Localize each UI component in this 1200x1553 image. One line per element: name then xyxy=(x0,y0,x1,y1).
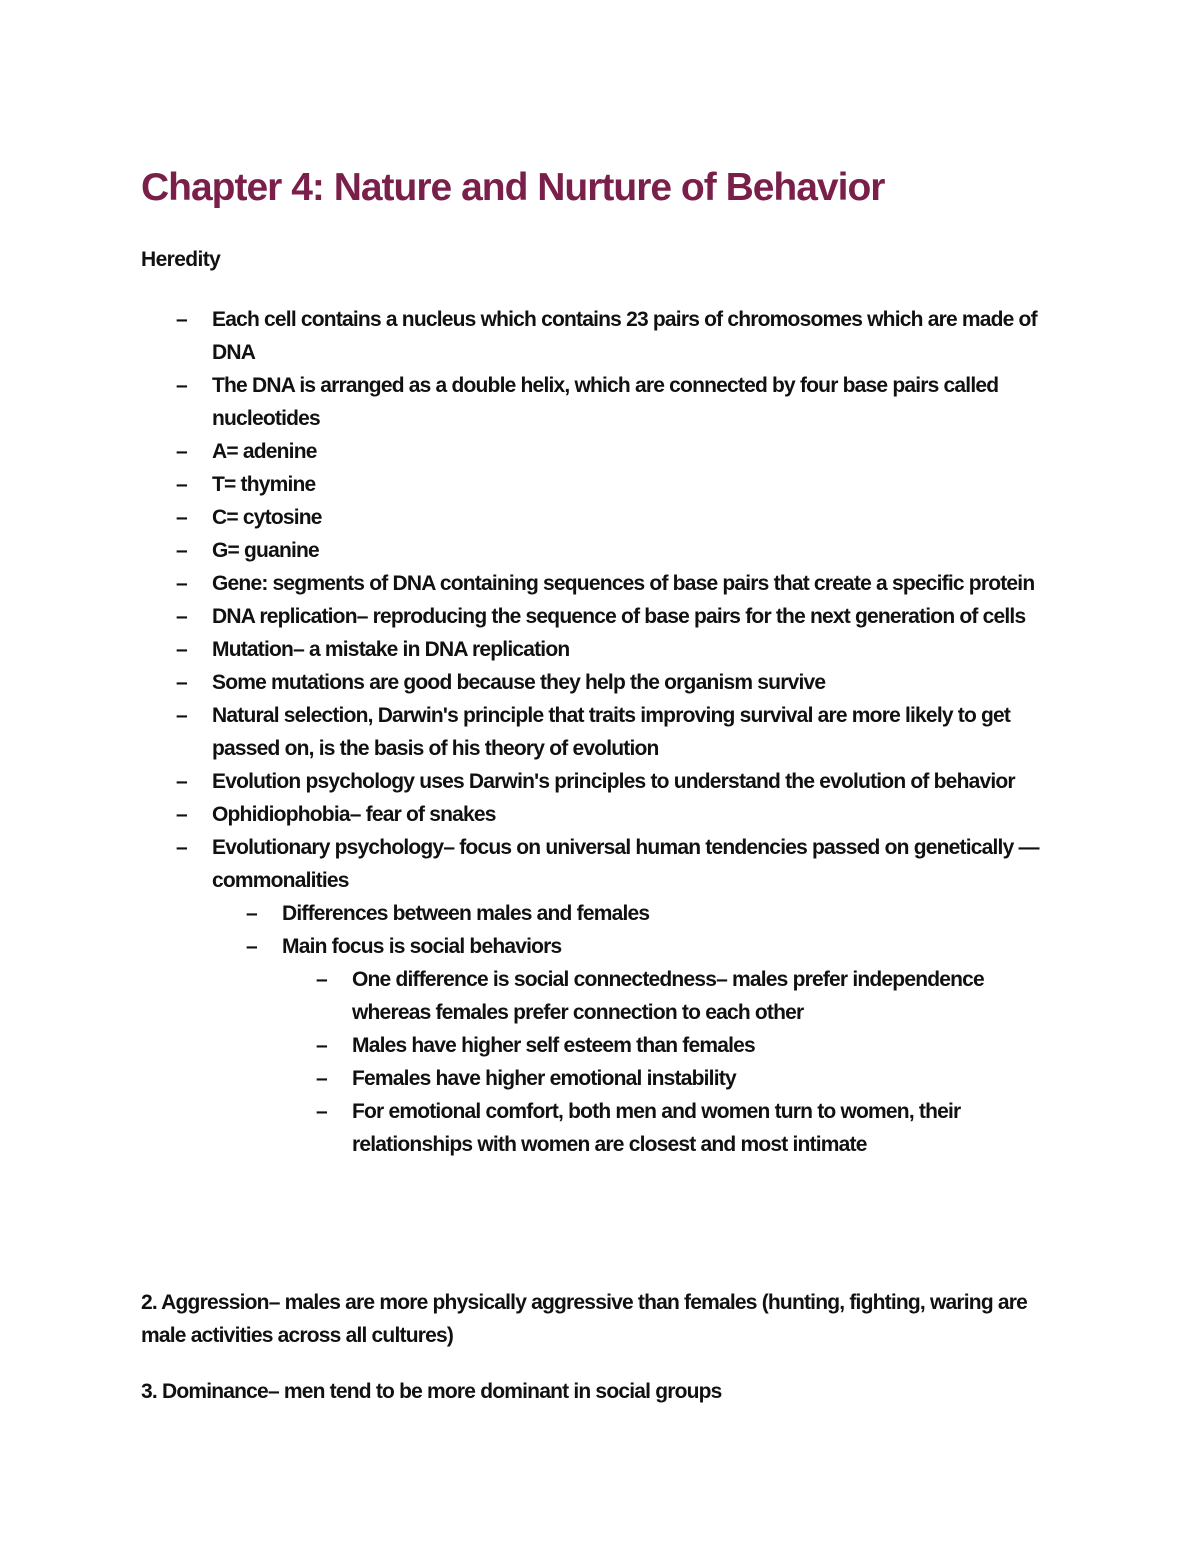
bullet-item xyxy=(0,666,1072,699)
bullet-item xyxy=(0,1062,1042,1095)
bullet-item xyxy=(0,765,1072,798)
paragraph-dominance: 3. Dominance– men tend to be more dominant in social groups xyxy=(141,1380,722,1403)
bullet-dash-icon: – xyxy=(176,506,187,529)
bullet-text: Natural selection, Darwin's principle that traits improving survival are more likely to get passed on, is the basis of his theory of evolution xyxy=(212,704,1011,760)
bullet-item xyxy=(0,468,1072,501)
bullet-item xyxy=(0,930,1082,963)
bullet-dash-icon: – xyxy=(176,671,187,694)
bullet-item xyxy=(0,501,1072,534)
bullet-item xyxy=(0,435,1072,468)
bullet-item xyxy=(0,831,1072,897)
bullet-dash-icon: – xyxy=(316,968,327,991)
bullet-item xyxy=(0,600,1072,633)
bullet-dash-icon: – xyxy=(176,440,187,463)
bullet-text: Gene: segments of DNA containing sequences of base pairs that create a specific protein xyxy=(212,572,1035,595)
bullet-item xyxy=(0,369,1072,435)
bullet-item xyxy=(0,699,1072,765)
bullet-text: The DNA is arranged as a double helix, which are connected by four base pairs called nucleotides xyxy=(212,374,999,430)
bullet-text: Each cell contains a nucleus which contains 23 pairs of chromosomes which are made of DNA xyxy=(212,308,1037,364)
bullet-item xyxy=(0,534,1072,567)
bullet-text: Females have higher emotional instability xyxy=(352,1067,736,1090)
heredity-bullet-list xyxy=(0,303,1200,1161)
chapter-title: Chapter 4: Nature and Nurture of Behavior xyxy=(141,166,885,209)
bullet-item xyxy=(0,1095,1042,1161)
bullet-dash-icon: – xyxy=(316,1067,327,1090)
bullet-text: C= cytosine xyxy=(212,506,322,529)
bullet-item xyxy=(0,963,1042,1029)
bullet-item xyxy=(0,633,1072,666)
bullet-dash-icon: – xyxy=(246,902,257,925)
bullet-dash-icon: – xyxy=(176,770,187,793)
bullet-text: DNA replication– reproducing the sequence of base pairs for the next generation of cells xyxy=(212,605,1026,628)
bullet-item xyxy=(0,798,1072,831)
bullet-text: One difference is social connectedness– males prefer independence whereas females prefer connection to each other xyxy=(352,968,984,1024)
bullet-text: Some mutations are good because they help the organism survive xyxy=(212,671,826,694)
bullet-dash-icon: – xyxy=(176,374,187,397)
bullet-item xyxy=(0,303,1072,369)
bullet-item xyxy=(0,1029,1042,1062)
bullet-dash-icon: – xyxy=(176,473,187,496)
bullet-dash-icon: – xyxy=(246,935,257,958)
bullet-text: G= guanine xyxy=(212,539,319,562)
bullet-dash-icon: – xyxy=(176,308,187,331)
bullet-text: Main focus is social behaviors xyxy=(282,935,562,958)
bullet-text: Mutation– a mistake in DNA replication xyxy=(212,638,570,661)
bullet-dash-icon: – xyxy=(176,572,187,595)
bullet-dash-icon: – xyxy=(176,539,187,562)
bullet-dash-icon: – xyxy=(316,1100,327,1123)
bullet-dash-icon: – xyxy=(176,836,187,859)
bullet-text: Evolution psychology uses Darwin's principles to understand the evolution of behavior xyxy=(212,770,1015,793)
paragraph-aggression: 2. Aggression– males are more physically aggressive than females (hunting, fighting, waring are male activities across all cultures) xyxy=(141,1291,1028,1347)
bullet-text: A= adenine xyxy=(212,440,317,463)
bullet-dash-icon: – xyxy=(316,1034,327,1057)
section-heading-heredity: Heredity xyxy=(141,248,221,271)
bullet-text: Evolutionary psychology– focus on universal human tendencies passed on genetically — commonalities xyxy=(212,836,1039,892)
bullet-dash-icon: – xyxy=(176,638,187,661)
bullet-item xyxy=(0,897,1082,930)
bullet-dash-icon: – xyxy=(176,803,187,826)
bullet-dash-icon: – xyxy=(176,704,187,727)
bullet-text: Differences between males and females xyxy=(282,902,650,925)
bullet-text: Males have higher self esteem than females xyxy=(352,1034,755,1057)
bullet-item xyxy=(0,567,1072,600)
bullet-text: T= thymine xyxy=(212,473,316,496)
bullet-text: Ophidiophobia– fear of snakes xyxy=(212,803,496,826)
bullet-dash-icon: – xyxy=(176,605,187,628)
bullet-text: For emotional comfort, both men and women turn to women, their relationships with women are closest and most intimate xyxy=(352,1100,961,1156)
